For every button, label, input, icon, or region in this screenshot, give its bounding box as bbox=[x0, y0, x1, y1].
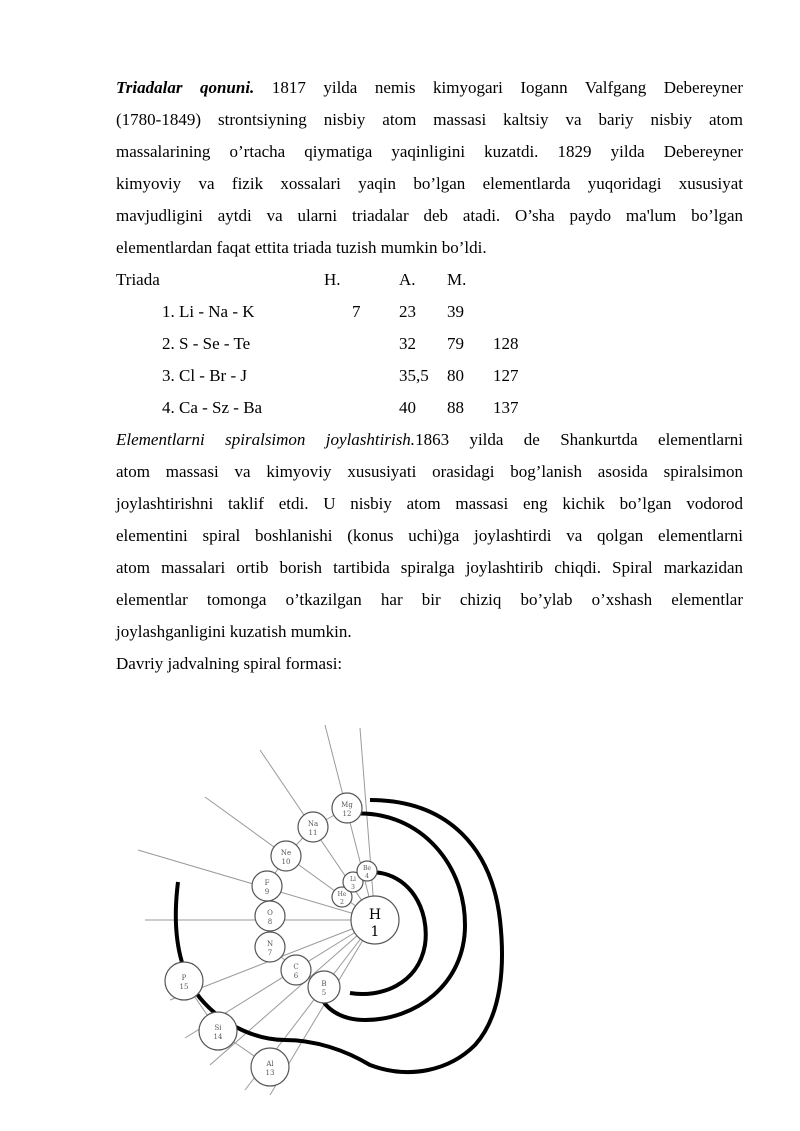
element-number: 2 bbox=[340, 899, 344, 906]
paragraph-triad-law bbox=[116, 72, 743, 104]
triad-a-value: 40 bbox=[399, 398, 416, 417]
element-node-h bbox=[351, 896, 399, 944]
element-number: 12 bbox=[342, 810, 352, 818]
triad-m-value: 80 bbox=[447, 366, 464, 385]
element-node-n bbox=[255, 932, 285, 962]
triad-table-row bbox=[116, 392, 743, 424]
triad-table-row bbox=[116, 296, 743, 328]
element-number: 11 bbox=[308, 829, 318, 837]
section-title-triad-law: Triadalar qonuni. bbox=[116, 78, 255, 97]
figure-caption: Davriy jadvalning spiral formasi: bbox=[116, 654, 343, 673]
triad-extra-value: 128 bbox=[493, 334, 519, 353]
paragraph-spiral bbox=[116, 424, 743, 456]
paragraph-line: elementini spiral boshlanishi (konus uchi)ga joylashtirdi va qolgan elementlarni bbox=[116, 526, 743, 545]
spiral-periodic-diagram bbox=[130, 720, 530, 1095]
paragraph-line: kimyoviy va fizik xossalari yaqin bo’lgan elementlarda yuqoridagi xususiyat bbox=[116, 174, 743, 193]
element-symbol: B bbox=[321, 980, 327, 988]
element-number: 13 bbox=[265, 1069, 275, 1077]
element-symbol: N bbox=[266, 940, 274, 948]
element-symbol: H bbox=[368, 907, 382, 923]
element-symbol: Li bbox=[350, 876, 356, 883]
triad-table-row bbox=[116, 360, 743, 392]
element-node-o bbox=[255, 901, 285, 931]
element-number: 9 bbox=[264, 888, 270, 896]
triad-name: 1. Li - Na - K bbox=[162, 302, 255, 321]
element-node-be bbox=[357, 861, 377, 881]
element-number: 15 bbox=[179, 983, 189, 991]
header-a: A. bbox=[399, 270, 416, 289]
triad-extra-value: 127 bbox=[493, 366, 519, 385]
element-node-na bbox=[298, 812, 328, 842]
element-number: 3 bbox=[351, 884, 355, 891]
triad-name: 4. Ca - Sz - Ba bbox=[162, 398, 263, 417]
triad-m-value: 39 bbox=[447, 302, 464, 321]
element-node-p bbox=[165, 962, 203, 1000]
element-number: 7 bbox=[267, 949, 273, 957]
triad-m-value: 88 bbox=[447, 398, 464, 417]
triad-a-value: 32 bbox=[399, 334, 416, 353]
triad-table-row bbox=[116, 328, 743, 360]
paragraph-line: (1780-1849) strontsiyning nisbiy atom massasi kaltsiy va bariy nisbiy atom bbox=[116, 110, 743, 129]
paragraph-line: atom massasi va kimyoviy xususiyati orasidagi bog’lanish asosida spiralsimon bbox=[116, 462, 743, 481]
paragraph-line: atom massalari ortib borish tartibida spiralga joylashtirib chiqdi. Spiral markazidan bbox=[116, 558, 743, 577]
element-symbol: O bbox=[267, 909, 273, 917]
element-number: 6 bbox=[293, 972, 299, 980]
header-m: M. bbox=[447, 270, 467, 289]
element-symbol: P bbox=[181, 974, 187, 982]
element-symbol: C bbox=[293, 963, 299, 971]
paragraph-line: joylashganligini kuzatish mumkin. bbox=[116, 622, 352, 641]
document-page bbox=[116, 72, 743, 680]
paragraph-line: elementlardan faqat ettita triada tuzish mumkin bo’ldi. bbox=[116, 238, 487, 257]
element-node-c bbox=[281, 955, 311, 985]
element-symbol: Na bbox=[307, 820, 319, 828]
element-number: 8 bbox=[267, 918, 273, 926]
header-triada: Triada bbox=[116, 270, 160, 289]
element-node-b bbox=[308, 971, 340, 1003]
triad-h-value: 7 bbox=[352, 302, 361, 321]
triad-a-value: 23 bbox=[399, 302, 416, 321]
element-number: 14 bbox=[213, 1033, 223, 1041]
triad-extra-value: 137 bbox=[493, 398, 519, 417]
element-symbol: Si bbox=[214, 1024, 222, 1032]
element-symbol: Mg bbox=[341, 801, 353, 809]
paragraph-line: 1817 yilda nemis kimyogari Iogann Valfgang Debereyner bbox=[271, 78, 743, 97]
triad-name: 2. S - Se - Te bbox=[162, 334, 251, 353]
element-number: 4 bbox=[365, 873, 369, 880]
element-symbol: Be bbox=[363, 865, 371, 872]
element-symbol: He bbox=[337, 891, 347, 898]
triad-name: 3. Cl - Br - J bbox=[162, 366, 247, 385]
paragraph-line: joylashtirishni taklif etdi. U nisbiy atom massasi eng kichik bo’lgan vodorod bbox=[116, 494, 743, 513]
section-title-spiral: Elementlarni spiralsimon joylashtirish. bbox=[116, 430, 416, 449]
paragraph-line: elementlar tomonga o’tkazilgan har bir chiziq bo’ylab o’xshash elementlar bbox=[116, 590, 743, 609]
element-number: 10 bbox=[281, 858, 291, 866]
element-node-ne bbox=[271, 841, 301, 871]
triad-table-header bbox=[116, 264, 743, 296]
element-symbol: Ne bbox=[280, 849, 292, 857]
triad-m-value: 79 bbox=[447, 334, 464, 353]
element-symbol: Al bbox=[266, 1060, 274, 1068]
triad-table bbox=[116, 264, 743, 424]
triad-a-value: 35,5 bbox=[399, 366, 429, 385]
paragraph-line: 1863 yilda de Shankurtda elementlarni bbox=[415, 430, 743, 449]
element-symbol: F bbox=[264, 879, 270, 887]
paragraph-line: massalarining o’rtacha qiymatiga yaqinligini kuzatdi. 1829 yilda Debereyner bbox=[116, 142, 743, 161]
element-node-al bbox=[251, 1048, 289, 1086]
header-h: H. bbox=[324, 270, 341, 289]
element-node-si bbox=[199, 1012, 237, 1050]
element-number: 5 bbox=[321, 989, 327, 997]
element-node-f bbox=[252, 871, 282, 901]
element-node-mg bbox=[332, 793, 362, 823]
element-number: 1 bbox=[370, 924, 380, 940]
paragraph-line: mavjudligini aytdi va ularni triadalar deb atadi. O’sha paydo ma'lum bo’lgan bbox=[116, 206, 743, 225]
